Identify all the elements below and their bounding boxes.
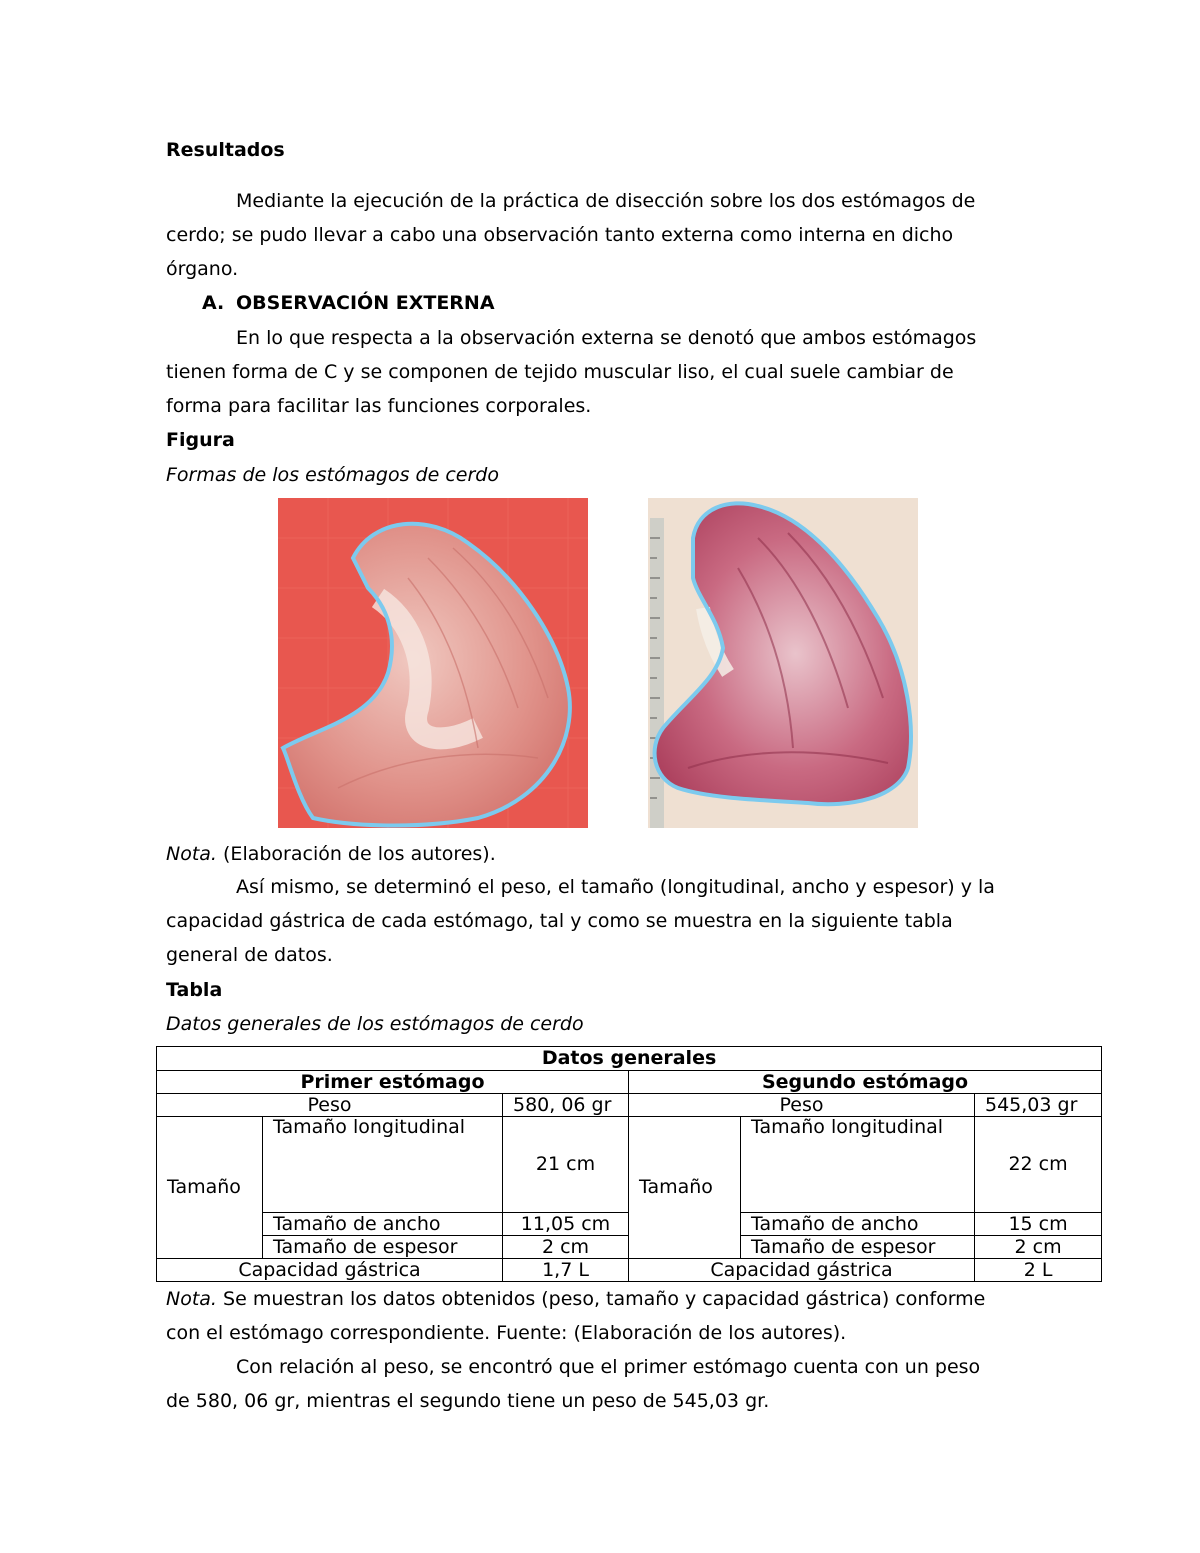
figure-note-label: Nota. [166, 843, 217, 865]
second-size-label: Tamaño [629, 1117, 741, 1259]
second-width-value: 15 cm [975, 1213, 1102, 1236]
stomach-photo-2 [648, 498, 918, 828]
external-line-2: tienen forma de C y se componen de tejido muscular liso, el cual suele cambiar de [166, 361, 954, 383]
first-weight-label: Peso [157, 1094, 503, 1117]
weight-line-2: capacidad gástrica de cada estómago, tal y como se muestra en la siguiente tabla [166, 910, 953, 932]
intro-line-3: órgano. [166, 258, 239, 280]
second-length-label: Tamaño longitudinal [741, 1117, 975, 1213]
first-weight-value: 580, 06 gr [503, 1094, 629, 1117]
stomach-photo-1 [278, 498, 588, 828]
section-heading: Resultados [166, 139, 285, 161]
external-line-1: En lo que respecta a la observación externa se denotó que ambos estómagos [236, 327, 977, 349]
figure-note-text: (Elaboración de los autores). [216, 843, 496, 865]
table-note-text: Se muestran los datos obtenidos (peso, tamaño y capacidad gástrica) conforme [216, 1288, 986, 1310]
first-size-label: Tamaño [157, 1117, 263, 1259]
table-caption: Datos generales de los estómagos de cerdo [166, 1013, 584, 1035]
first-capacity-value: 1,7 L [503, 1259, 629, 1282]
figure-caption: Formas de los estómagos de cerdo [166, 464, 499, 486]
second-capacity-value: 2 L [975, 1259, 1102, 1282]
closing-line-1: Con relación al peso, se encontró que el primer estómago cuenta con un peso [236, 1356, 981, 1378]
table-note-line-1 [166, 1282, 985, 1316]
first-stomach-header: Primer estómago [157, 1071, 629, 1094]
intro-line-1: Mediante la ejecución de la práctica de disección sobre los dos estómagos de [236, 190, 976, 212]
table-note-line-2: con el estómago correspondiente. Fuente: (Elaboración de los autores). [166, 1322, 847, 1344]
table-note-label: Nota. [166, 1288, 217, 1310]
first-length-value: 21 cm [503, 1117, 629, 1213]
section-a-title: OBSERVACIÓN EXTERNA [236, 292, 495, 314]
second-width-label: Tamaño de ancho [741, 1213, 975, 1236]
second-weight-label: Peso [629, 1094, 975, 1117]
second-thickness-label: Tamaño de espesor [741, 1236, 975, 1259]
first-thickness-label: Tamaño de espesor [263, 1236, 503, 1259]
first-width-label: Tamaño de ancho [263, 1213, 503, 1236]
weight-line-1: Así mismo, se determinó el peso, el tamaño (longitudinal, ancho y espesor) y la [236, 876, 995, 898]
second-stomach-header: Segundo estómago [629, 1071, 1102, 1094]
section-a-marker: A. [202, 292, 225, 314]
closing-line-2: de 580, 06 gr, mientras el segundo tiene un peso de 545,03 gr. [166, 1390, 770, 1412]
figure-note [166, 837, 496, 871]
table-title: Datos generales [157, 1047, 1102, 1071]
data-table [156, 1046, 1102, 1282]
second-weight-value: 545,03 gr [975, 1094, 1102, 1117]
first-length-label: Tamaño longitudinal [263, 1117, 503, 1213]
external-line-3: forma para facilitar las funciones corporales. [166, 395, 592, 417]
second-thickness-value: 2 cm [975, 1236, 1102, 1259]
figure-label: Figura [166, 429, 235, 451]
first-width-value: 11,05 cm [503, 1213, 629, 1236]
first-capacity-label: Capacidad gástrica [157, 1259, 503, 1282]
table-label: Tabla [166, 979, 223, 1001]
intro-line-2: cerdo; se pudo llevar a cabo una observación tanto externa como interna en dicho [166, 224, 954, 246]
first-thickness-value: 2 cm [503, 1236, 629, 1259]
second-length-value: 22 cm [975, 1117, 1102, 1213]
weight-line-3: general de datos. [166, 944, 333, 966]
second-capacity-label: Capacidad gástrica [629, 1259, 975, 1282]
